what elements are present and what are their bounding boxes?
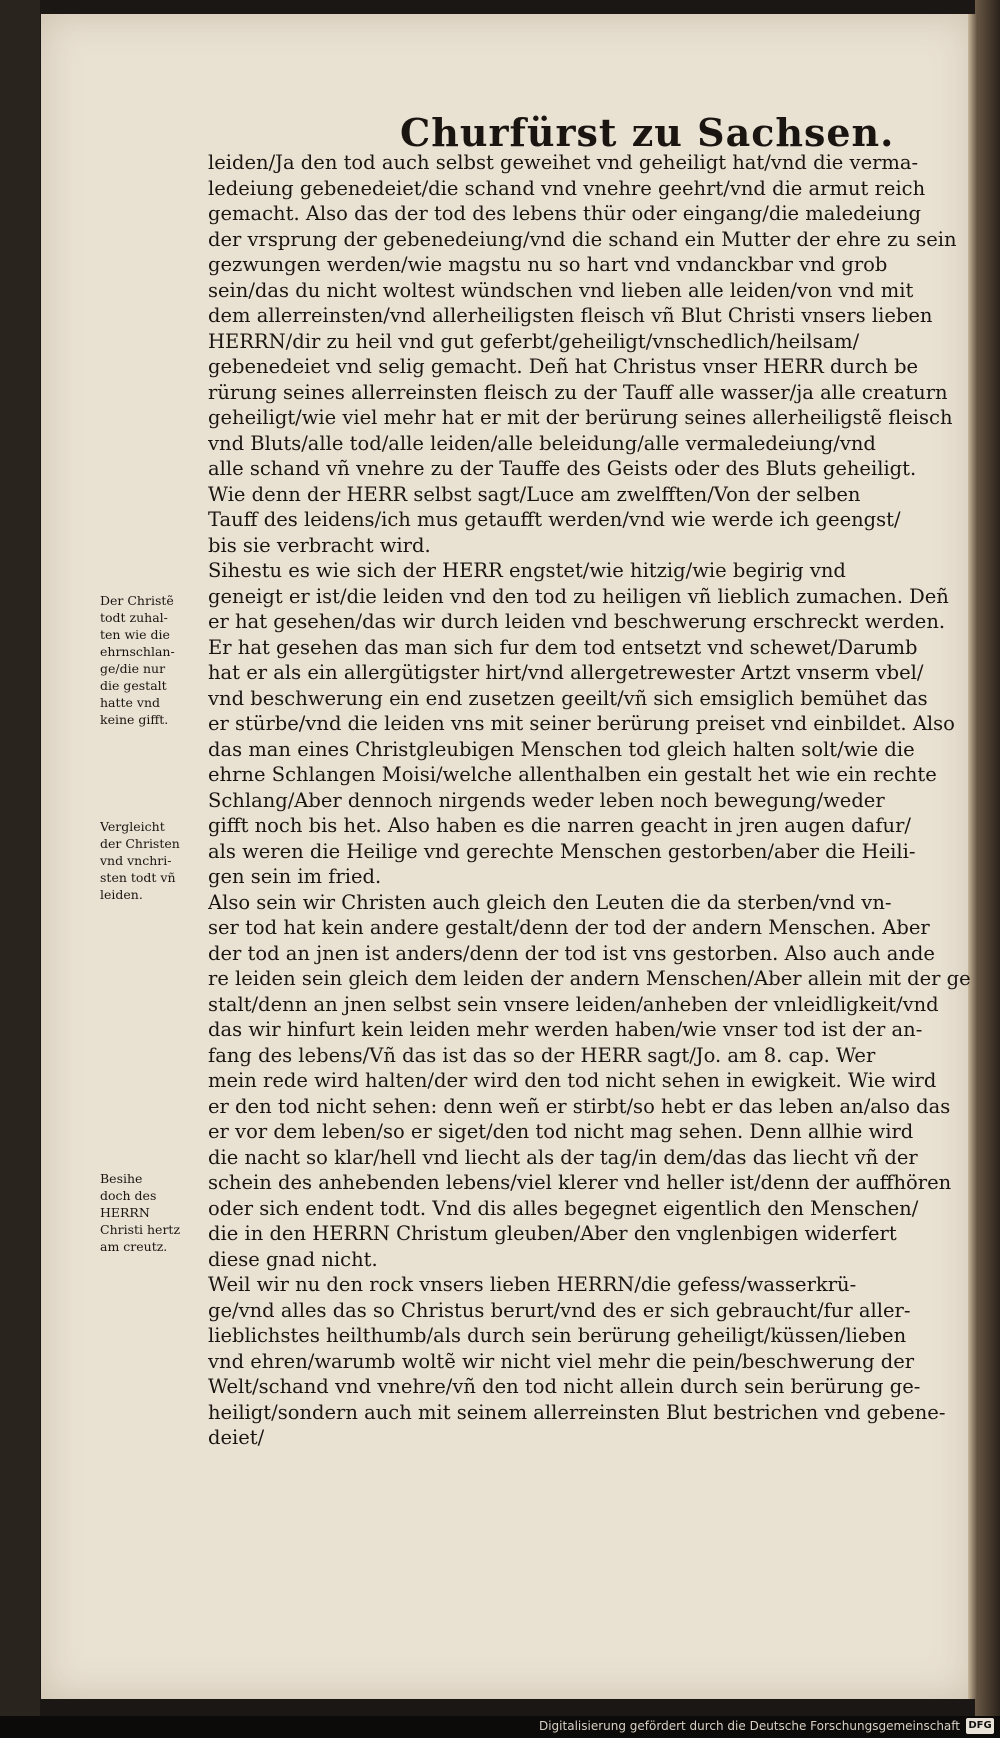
text-line: diese gnad nicht. bbox=[208, 1247, 378, 1271]
margin-note-line: doch des bbox=[100, 1188, 157, 1203]
text-line: deiet/ bbox=[208, 1426, 265, 1449]
margin-note-3 bbox=[100, 1170, 204, 1255]
text-line: die in den HERRN Christum gleuben/Aber den vnglenbigen widerfert bbox=[208, 1222, 897, 1245]
text-line: vnd Bluts/alle tod/alle leiden/alle beleidung/alle vermaledeiung/vnd bbox=[208, 431, 876, 455]
text-line: er stürbe/vnd die leiden vns mit seiner berürung preiset vnd einbildet. Also bbox=[208, 712, 955, 735]
text-line: das man eines Christgleubigen Menschen tod gleich halten solt/wie die bbox=[208, 737, 915, 761]
book-edge-left bbox=[0, 0, 40, 1738]
text-line: ge/vnd alles das so Christus berurt/vnd des er sich gebraucht/fur aller- bbox=[208, 1298, 911, 1322]
dfg-logo: DFG bbox=[966, 1718, 994, 1734]
margin-note-line: Der Christẽ bbox=[100, 593, 174, 608]
text-line: Also sein wir Christen auch gleich den Leuten die da sterben/vnd vn- bbox=[208, 890, 892, 914]
text-line: Tauff des leidens/ich mus getaufft werden/vnd wie werde ich geengst/ bbox=[208, 508, 901, 531]
footer-credit: Digitalisierung gefördert durch die Deutsche Forschungsgemeinschaft bbox=[538, 1719, 960, 1733]
text-line: hat er als ein allergütigster hirt/vnd allergetrewester Artzt vnserm vbel/ bbox=[208, 661, 924, 684]
margin-note-line: Vergleicht bbox=[100, 819, 165, 834]
text-line: geheiligt/wie viel mehr hat er mit der berürung seines allerheiligstẽ fleisch bbox=[208, 406, 953, 429]
text-line: leiden/Ja den tod auch selbst geweihet vnd geheiligt hat/vnd die verma- bbox=[208, 151, 919, 174]
text-line: er vor dem leben/so er siget/den tod nicht mag sehen. Denn allhie wird bbox=[208, 1120, 914, 1143]
margin-note-2 bbox=[100, 818, 204, 903]
text-line: stalt/denn an jnen selbst sein vnsere leiden/anheben der vnleidligkeit/vnd bbox=[208, 992, 939, 1016]
text-line: Schlang/Aber dennoch nirgends weder leben noch bewegung/weder bbox=[208, 788, 885, 812]
text-line: alle schand vñ vnehre zu der Tauffe des Geists oder des Bluts geheiligt. bbox=[208, 457, 917, 480]
margin-note-1 bbox=[100, 592, 204, 728]
text-line: re leiden sein gleich dem leiden der andern Menschen/Aber allein mit der ge bbox=[208, 967, 971, 990]
margin-note-line: ten wie die bbox=[100, 627, 170, 642]
text-line: vnd ehren/warumb woltẽ wir nicht viel mehr die pein/beschwerung der bbox=[208, 1349, 915, 1373]
margin-note-line: vnd vnchri- bbox=[100, 853, 172, 868]
text-line: gebenedeiet vnd selig gemacht. Deñ hat Christus vnser HERR durch be bbox=[208, 355, 919, 378]
text-line: Welt/schand vnd vnehre/vñ den tod nicht allein durch sein berürung ge- bbox=[208, 1375, 921, 1398]
text-line: schein des anhebenden lebens/viel klerer vnd heller ist/denn der auffhören bbox=[208, 1171, 952, 1194]
text-line: gen sein im fried. bbox=[208, 865, 382, 888]
text-line: vnd beschwerung ein end zusetzen geeilt/vñ sich emsiglich bemühet das bbox=[208, 686, 928, 710]
text-line: gemacht. Also das der tod des lebens thür oder eingang/die maledeiung bbox=[208, 202, 922, 225]
text-line: sein/das du nicht woltest wündschen vnd lieben alle leiden/von vnd mit bbox=[208, 278, 914, 302]
text-line: oder sich endent todt. Vnd dis alles begegnet eigentlich den Menschen/ bbox=[208, 1196, 919, 1220]
text-line: geneigt er ist/die leiden vnd den tod zu heiligen vñ lieblich zumachen. Deñ bbox=[208, 584, 949, 608]
text-line: lieblichstes heilthumb/als durch sein berürung geheiligt/küssen/lieben bbox=[208, 1324, 907, 1347]
text-line: die nacht so klar/hell vnd liecht als der tag/in dem/das das liecht vñ der bbox=[208, 1145, 918, 1169]
text-line: mein rede wird halten/der wird den tod nicht sehen in ewigkeit. Wie wird bbox=[208, 1069, 937, 1092]
text-line: Weil wir nu den rock vnsers lieben HERRN/die gefess/wasserkrü- bbox=[208, 1273, 857, 1296]
text-line: Sihestu es wie sich der HERR engstet/wie hitzig/wie begirig vnd bbox=[208, 559, 846, 582]
margin-note-line: der Christen bbox=[100, 836, 180, 851]
text-line: der vrsprung der gebenedeiung/vnd die schand ein Mutter der ehre zu sein bbox=[208, 227, 957, 251]
text-line: ledeiung gebenedeiet/die schand vnd vnehre geehrt/vnd die armut reich bbox=[208, 176, 926, 200]
running-header: Churfürst zu Sachsen. bbox=[400, 110, 895, 155]
text-line: ehrne Schlangen Moisi/welche allenthalben ein gestalt het wie ein rechte bbox=[208, 763, 937, 786]
text-line: der tod an jnen ist anders/denn der tod ist vns gestorben. Also auch ande bbox=[208, 941, 935, 965]
text-line: gifft noch bis het. Also haben es die narren geacht in jren augen dafur/ bbox=[208, 814, 911, 837]
margin-note-line: die gestalt bbox=[100, 678, 167, 693]
text-line: er hat gesehen/das wir durch leiden vnd beschwerung erschreckt werden. bbox=[208, 610, 946, 633]
text-line: dem allerreinsten/vnd allerheiligsten fleisch vñ Blut Christi vnsers lieben bbox=[208, 304, 933, 327]
text-line: als weren die Heilige vnd gerechte Menschen gestorben/aber die Heili- bbox=[208, 839, 916, 863]
margin-note-line: Besihe bbox=[100, 1171, 143, 1186]
margin-note-line: todt zuhal- bbox=[100, 610, 168, 625]
text-line: gezwungen werden/wie magstu nu so hart vnd vndanckbar vnd grob bbox=[208, 253, 888, 276]
margin-note-line: ge/die nur bbox=[100, 661, 166, 676]
text-line: heiligt/sondern auch mit seinem allerreinsten Blut bestrichen vnd gebene- bbox=[208, 1400, 946, 1424]
margin-note-line: hatte vnd bbox=[100, 695, 161, 710]
margin-note-line: HERRN bbox=[100, 1205, 150, 1220]
text-line: Er hat gesehen das man sich fur dem tod entsetzt vnd schewet/Darumb bbox=[208, 635, 918, 659]
margin-note-line: keine gifft. bbox=[100, 712, 169, 727]
margin-note-line: sten todt vñ bbox=[100, 870, 176, 885]
margin-note-line: Christi hertz bbox=[100, 1222, 181, 1237]
text-line: er den tod nicht sehen: denn weñ er stirbt/so hebt er das leben an/also das bbox=[208, 1094, 951, 1118]
text-line: rürung seines allerreinsten fleisch zu der Tauff alle wasser/ja alle creaturn bbox=[208, 380, 948, 404]
text-line: ser tod hat kein andere gestalt/denn der tod der andern Menschen. Aber bbox=[208, 916, 930, 939]
body-text-block bbox=[208, 150, 980, 1451]
text-line: HERRN/dir zu heil vnd gut geferbt/geheiligt/vnschedlich/heilsam/ bbox=[208, 329, 860, 353]
margin-note-line: ehrnschlan- bbox=[100, 644, 175, 659]
text-line: das wir hinfurt kein leiden mehr werden haben/wie vnser tod ist der an- bbox=[208, 1018, 923, 1041]
text-line: fang des lebens/Vñ das ist das so der HERR sagt/Jo. am 8. cap. Wer bbox=[208, 1043, 876, 1067]
text-line: Wie denn der HERR selbst sagt/Luce am zwelfften/Von der selben bbox=[208, 482, 861, 506]
footer-bar bbox=[0, 1716, 1000, 1738]
text-line: bis sie verbracht wird. bbox=[208, 533, 431, 557]
margin-note-line: am creutz. bbox=[100, 1239, 168, 1254]
margin-note-line: leiden. bbox=[100, 887, 143, 902]
